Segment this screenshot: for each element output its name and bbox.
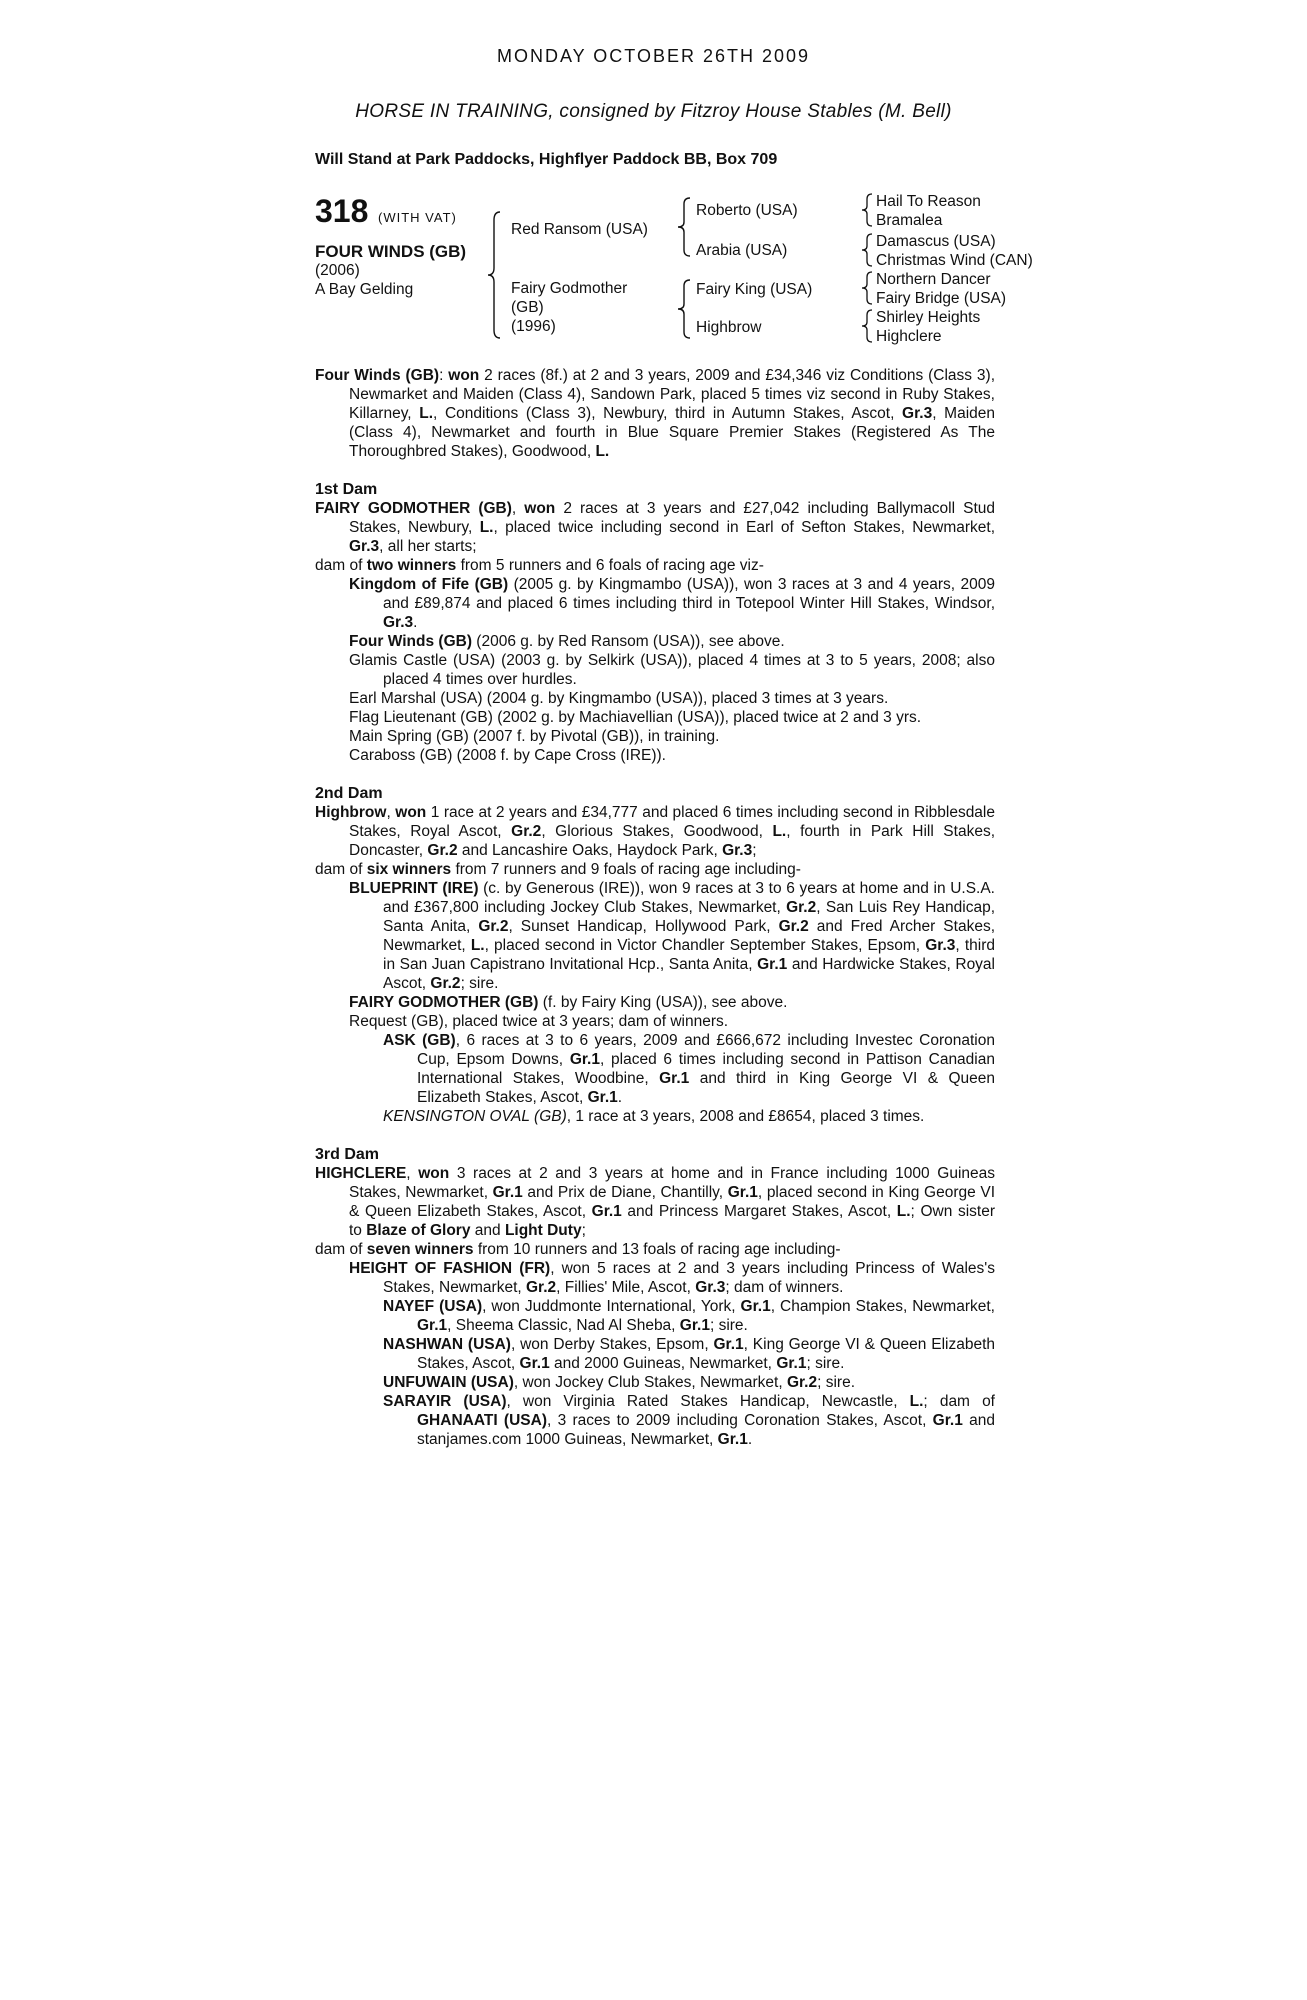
t: ; dam of winners. [725, 1279, 844, 1296]
t: , Sheema Classic, Nad Al Sheba, [447, 1317, 680, 1334]
horse-description: A Bay Gelding [315, 281, 414, 298]
produce-name: GHANAATI (USA) [417, 1412, 547, 1429]
g: Gr.2 [778, 918, 809, 935]
pedigree-dsd: Fairy Bridge (USA) [876, 290, 1007, 307]
produce-item: Earl Marshal (USA) (2004 g. by Kingmambo (USA)), placed 3 times at 3 years. [349, 690, 889, 707]
produce-grade: Gr.3 [383, 614, 414, 631]
pedigree-dss: Northern Dancer [876, 271, 991, 288]
produce-item [315, 632, 995, 651]
third-dam-heading: 3rd Dam [315, 1146, 380, 1163]
t: , King George VI & Queen Elizabeth Stakes, Ascot, [417, 1336, 995, 1372]
g: Gr.3 [722, 842, 753, 859]
produce-item [315, 1107, 995, 1126]
first-dam-section: 1st Dam FAIRY GODMOTHER (GB), won 2 races at 3 years and £27,042 including Ballymacoll Stud Stakes, Newbury, L., placed twice including second in Earl of Sefton Stakes, Newmarket, Gr.3, all her starts; dam of two winners from 5 runners and 6 foals of racing age viz- Kingdom of Fife (GB) (2005 g. by Kingmambo (USA)), won 3 races at 3 and 4 years, 2009 and £89,874 and placed 6 times including third in Totepool Winter Hill Stakes, Windsor, Gr.3. Four Winds (GB) (2006 g. by Red Ransom (USA)), see above. Glamis Castle (USA) (2003 g. by Selkirk (USA)), placed 4 times at 3 to 5 years, 2008; also placed 4 times over hurdles. Earl Marshal (USA) (2004 g. by Kingmambo (USA)), placed 3 times at 3 years. Flag Lieutenant (GB) (2002 g. by Machiavellian (USA)), placed twice at 2 and 3 yrs. Main Spring (GB) (2007 f. by Pivotal (GB)), in training. Caraboss (GB) (2008 f. by Cape Cross (IRE)). [315, 481, 995, 764]
t: , Fillies' Mile, Ascot, [556, 1279, 696, 1296]
g: Gr.2 [511, 823, 542, 840]
second-dam-won: won [395, 804, 427, 821]
stand-location: Will Stand at Park Paddocks, Highflyer Paddock BB, Box 709 [315, 151, 778, 168]
lot-number: 318 [315, 193, 369, 229]
produce-name: KENSINGTON OVAL (GB) [383, 1108, 567, 1125]
t: , won 5 races at 2 and 3 years including Princess of Wales's Stakes, Newmarket, [383, 1260, 995, 1296]
produce-name: Kingdom of Fife (GB) [349, 576, 509, 593]
produce-item [315, 879, 995, 993]
produce-item [315, 1373, 995, 1392]
first-dam-gr3: Gr.3 [349, 538, 380, 555]
t: and stanjames.com 1000 Guineas, Newmarket, [417, 1412, 995, 1448]
g: Gr.1 [492, 1184, 523, 1201]
produce-name: SARAYIR (USA) [383, 1393, 507, 1410]
t: dam of [315, 1241, 367, 1258]
g: Gr.1 [591, 1203, 622, 1220]
g: L. [896, 1203, 911, 1220]
produce-item [315, 1392, 995, 1449]
t: ; dam of [923, 1393, 995, 1410]
t: 1 race at 2 years and £34,777 and placed 6 times including second in Ribblesdale Stakes, Royal Ascot, [349, 804, 995, 840]
g: Gr.3 [925, 937, 956, 954]
g: Gr.1 [417, 1317, 448, 1334]
t: and [470, 1222, 505, 1239]
t: ; [752, 842, 757, 859]
t: , San Luis Rey Handicap, Santa Anita, [383, 899, 996, 935]
pedigree-brace-main [486, 210, 506, 340]
pedigree-dam: Fairy Godmother [511, 280, 628, 297]
produce-name: NAYEF (USA) [383, 1298, 483, 1315]
first-dam-text-c: , all her starts; [379, 538, 477, 555]
t: , Glorious Stakes, Goodwood, [541, 823, 773, 840]
pedigree-sire-dam: Arabia (USA) [696, 242, 788, 259]
g: L. [470, 937, 485, 954]
second-dam-heading: 2nd Dam [315, 785, 383, 802]
produce-item [315, 1297, 995, 1335]
third-dam-section: 3rd Dam HIGHCLERE, won 3 races at 2 and 3 years at home and in France including 1000 Guineas Stakes, Newmarket, Gr.1 and Prix de Diane, Chantilly, Gr.1, placed second in King George VI & Queen Elizabeth Stakes, Ascot, Gr.1 and Princess Margaret Stakes, Ascot, L.; Own sister to Blaze of Glory and Light Duty; dam of seven winners from 10 runners and 13 foals of racing age including- HEIGHT OF FASHION (FR), won 5 races at 2 and 3 years including Princess of Wales's Stakes, Newmarket, Gr.2, Fillies' Mile, Ascot, Gr.3; dam of winners. NAYEF (USA), won Juddmonte International, York, Gr.1, Champion Stakes, Newmarket, Gr.1, Sheema Classic, Nad Al Sheba, Gr.1; sire. NASHWAN (USA), won Derby Stakes, Epsom, Gr.1, King George VI & Queen Elizabeth Stakes, Ascot, Gr.1 and 2000 Guineas, Newmarket, Gr.1; sire. UNFUWAIN (USA), won Jockey Club Stakes, Newmarket, Gr.2; sire. SARAYIR (USA), won Virginia Rated Stakes Handicap, Newcastle, L.; dam of GHANAATI (USA), 3 races to 2009 including Coronation Stakes, Ascot, Gr.1 and stanjames.com 1000 Guineas, Newmarket, Gr.1. [315, 1146, 995, 1448]
t: from 10 runners and 13 foals of racing age including- [473, 1241, 841, 1258]
t: and third in King George VI & Queen Elizabeth Stakes, Ascot, [417, 1070, 995, 1106]
produce-name: Four Winds (GB) [349, 633, 472, 650]
pedigree-dam-country: (GB) [511, 299, 544, 316]
g: Gr.1 [679, 1317, 710, 1334]
damof-c: from 5 runners and 6 foals of racing age viz- [456, 557, 764, 574]
consignment-line: HORSE IN TRAINING, consigned by Fitzroy House Stables (M. Bell) [355, 101, 952, 122]
g: Gr.2 [478, 918, 509, 935]
summary-gr3: Gr.3 [902, 405, 933, 422]
t: and 2000 Guineas, Newmarket, [549, 1355, 777, 1372]
t: , placed second in Victor Chandler September Stakes, Epsom, [484, 937, 926, 954]
t: , won Virginia Rated Stakes Handicap, Newcastle, [506, 1393, 910, 1410]
g: Gr.1 [757, 956, 788, 973]
produce-text: (2006 g. by Red Ransom (USA)), see above. [471, 633, 785, 650]
g: Gr.1 [519, 1355, 550, 1372]
vat-note: (WITH VAT) [378, 210, 457, 225]
t: , 3 races to 2009 including Coronation Stakes, Ascot, [546, 1412, 933, 1429]
produce-name: HEIGHT OF FASHION (FR) [349, 1260, 551, 1277]
produce-item: Glamis Castle (USA) (2003 g. by Selkirk (USA)), placed 4 times at 3 to 5 years, 2008; also placed 4 times over hurdles. [349, 652, 995, 688]
pedigree-sire: Red Ransom (USA) [511, 221, 648, 238]
t: and Prix de Diane, Chantilly, [522, 1184, 728, 1201]
produce-item: Request (GB), placed twice at 3 years; dam of winners. [349, 1013, 729, 1030]
produce-name: ASK (GB) [383, 1032, 456, 1049]
pedigree-dam-sire: Fairy King (USA) [696, 281, 813, 298]
t: . [617, 1089, 623, 1106]
produce-item: Kingdom of Fife (GB) (2005 g. by Kingmambo (USA)), won 3 races at 3 and 4 years, 2009 and £89,874 and placed 6 times including third in Totepool Winter Hill Stakes, Windsor, Gr.3. [349, 576, 995, 631]
first-dam-produce-summary [315, 556, 995, 575]
third-dam-won: won [418, 1165, 450, 1182]
t: and Hardwicke Stakes, Royal Ascot, [383, 956, 995, 992]
g: L. [909, 1393, 924, 1410]
second-dam-section: 2nd Dam Highbrow, won 1 race at 2 years and £34,777 and placed 6 times including second in Ribblesdale Stakes, Royal Ascot, Gr.2, Glorious Stakes, Goodwood, L., fourth in Park Hill Stakes, Doncaster, Gr.2 and Lancashire Oaks, Haydock Park, Gr.3; dam of six winners from 7 runners and 9 foals of racing age including- BLUEPRINT (IRE) (c. by Generous (IRE)), won 9 races at 3 to 6 years at home and in U.S.A. and £367,800 including Jockey Club Stakes, Newmarket, Gr.2, San Luis Rey Handicap, Santa Anita, Gr.2, Sunset Handicap, Hollywood Park, Gr.2 and Fred Archer Stakes, Newmarket, L., placed second in Victor Chandler September Stakes, Epsom, Gr.3, third in San Juan Capistrano Invitational Hcp., Santa Anita, Gr.1 and Hardwicke Stakes, Royal Ascot, Gr.2; sire. FAIRY GODMOTHER (GB) (f. by Fairy King (USA)), see above. Request (GB), placed twice at 3 years; dam of winners. ASK (GB), 6 races at 3 to 6 years, 2009 and £666,672 including Investec Coronation Cup, Epsom Downs, Gr.1, placed 6 times including second in Pattison Canadian International Stakes, Woodbine, Gr.1 and third in King George VI & Queen Elizabeth Stakes, Ascot, Gr.1. KENSINGTON OVAL (GB), 1 race at 3 years, 2008 and £8654, placed 3 times. [315, 785, 996, 1125]
t: and Fred Archer Stakes, Newmarket, [383, 918, 996, 954]
summary-listed-1: L. [419, 405, 434, 422]
pedigree-sss: Hail To Reason [876, 193, 981, 210]
first-dam-text-a: 2 races at 3 years and £27,042 including Ballymacoll Stud Stakes, Newbury, [349, 500, 995, 536]
summary-text-a: 2 races (8f.) at 2 and 3 years, 2009 and £34,346 viz Conditions (Class 3), Newmarket and Maiden (Class 4), Sandown Park, placed 5 times viz second in Ruby Stakes, Killarney, [349, 367, 995, 422]
second-dam-name: Highbrow [315, 804, 387, 821]
g: Gr.2 [430, 975, 461, 992]
g: Gr.3 [695, 1279, 726, 1296]
t: , won Derby Stakes, Epsom, [510, 1336, 714, 1353]
t: , 1 race at 3 years, 2008 and £8654, placed 3 times. [566, 1108, 925, 1125]
t: , won Juddmonte International, York, [482, 1298, 741, 1315]
produce-item [315, 1031, 995, 1107]
produce-name: NASHWAN (USA) [383, 1336, 511, 1353]
t: , 6 races at 3 to 6 years, 2009 and £666,672 including Investec Coronation Cup, Epsom Downs, [417, 1032, 995, 1068]
horse-name: FOUR WINDS (GB) [315, 242, 467, 261]
t: and Lancashire Oaks, Haydock Park, [457, 842, 723, 859]
g: Gr.1 [740, 1298, 771, 1315]
g: Light Duty [504, 1222, 582, 1239]
produce-item [315, 993, 995, 1012]
t: ; sire. [817, 1374, 856, 1391]
pedigree-brace-dd [860, 308, 874, 344]
t: , fourth in Park Hill Stakes, Doncaster, [349, 823, 995, 859]
g: Gr.2 [526, 1279, 557, 1296]
pedigree-dam-dam: Highbrow [696, 319, 762, 336]
foaling-year: (2006) [315, 262, 360, 279]
t: , Sunset Handicap, Hollywood Park, [508, 918, 779, 935]
t: , placed second in King George VI & Queen Elizabeth Stakes, Ascot, [349, 1184, 995, 1220]
first-dam-name: FAIRY GODMOTHER (GB) [315, 500, 512, 517]
t: from 7 runners and 9 foals of racing age including- [451, 861, 801, 878]
produce-name: UNFUWAIN (USA) [383, 1374, 514, 1391]
pedigree-dam-year: (1996) [511, 318, 556, 335]
damof-a: dam of [315, 557, 367, 574]
pedigree-sds: Damascus (USA) [876, 233, 996, 250]
summary-text-b: , Conditions (Class 3), Newbury, third in Autumn Stakes, Ascot, [433, 405, 903, 422]
t: . [747, 1431, 753, 1448]
t: ; sire. [460, 975, 499, 992]
t: (f. by Fairy King (USA)), see above. [538, 994, 788, 1011]
pedigree-ddd: Highclere [876, 328, 942, 345]
third-dam-name: HIGHCLERE [315, 1165, 407, 1182]
g: Gr.1 [713, 1336, 744, 1353]
race-record: Four Winds (GB): won 2 races (8f.) at 2 and 3 years, 2009 and £34,346 viz Conditions (Class 3), Newmarket and Maiden (Class 4), Sandown Park, placed 5 times viz second in Ruby Stakes, Killarney, L., Conditions (Class 3), Newbury, third in Autumn Stakes, Ascot, Gr.3, Maiden (Class 4), Newmarket and fourth in Blue Square Premier Stakes (Registered As The Thoroughbred Stakes), Goodwood, L. [315, 367, 996, 460]
produce-text: (2005 g. by Kingmambo (USA)), won 3 races at 3 and 4 years, 2009 and £89,874 and placed 6 times including third in Totepool Winter Hill Stakes, Windsor, [383, 576, 995, 612]
t: (c. by Generous (IRE)), won 9 races at 3 to 6 years at home and in U.S.A. and £367,800 including Jockey Club Stakes, Newmarket, [383, 880, 995, 916]
pedigree-brace-ss [860, 192, 874, 228]
pedigree-ssd: Bramalea [876, 212, 943, 229]
t: ; sire. [806, 1355, 845, 1372]
t: ; sire. [709, 1317, 748, 1334]
g: Gr.1 [569, 1051, 600, 1068]
g: Gr.1 [717, 1431, 748, 1448]
sale-date: MONDAY OCTOBER 26TH 2009 [496, 46, 811, 66]
produce-item [315, 1259, 995, 1297]
first-dam-won: won [524, 500, 556, 517]
g: Gr.1 [587, 1089, 618, 1106]
summary-text-c: , Maiden (Class 4), Newmarket and fourth in Blue Square Premier Stakes (Registered As The Thoroughbred Stakes), Goodwood, [349, 405, 996, 460]
damof-b: two winners [366, 557, 457, 574]
t: , third in San Juan Capistrano Invitational Hcp., Santa Anita, [383, 937, 995, 973]
produce-item [315, 1335, 995, 1373]
t: six winners [366, 861, 452, 878]
t: dam of [315, 861, 367, 878]
g: Gr.1 [932, 1412, 963, 1429]
t: , Champion Stakes, Newmarket, [770, 1298, 995, 1315]
third-dam-produce-summary [315, 1240, 995, 1259]
pedigree-brace-sire [676, 196, 694, 258]
g: Gr.2 [786, 1374, 818, 1391]
produce-item: Caraboss (GB) (2008 f. by Cape Cross (IRE)). [349, 747, 666, 764]
summary-listed-2: L. [595, 443, 610, 460]
first-dam-listed: L. [479, 519, 494, 536]
g: Blaze of Glory [366, 1222, 471, 1239]
second-dam-produce-summary [315, 860, 995, 879]
summary-won: won [448, 367, 480, 384]
pedigree-sire-sire: Roberto (USA) [696, 202, 798, 219]
t: , placed 6 times including second in Pattison Canadian International Stakes, Woodbine, [417, 1051, 995, 1087]
g: L. [772, 823, 787, 840]
summary-horse-name: Four Winds (GB) [315, 367, 440, 384]
produce-name: FAIRY GODMOTHER (GB) [349, 994, 539, 1011]
g: Gr.1 [659, 1070, 690, 1087]
produce-item: Flag Lieutenant (GB) (2002 g. by Machiavellian (USA)), placed twice at 2 and 3 yrs. [349, 709, 922, 726]
t: ; Own sister to [349, 1203, 995, 1239]
pedigree-brace-ds [860, 270, 874, 306]
t: , won Jockey Club Stakes, Newmarket, [513, 1374, 787, 1391]
g: Gr.2 [427, 842, 458, 859]
produce-name: BLUEPRINT (IRE) [349, 880, 479, 897]
g: Gr.1 [776, 1355, 807, 1372]
produce-item: Main Spring (GB) (2007 f. by Pivotal (GB)), in training. [349, 728, 720, 745]
pedigree-brace-dam [676, 278, 694, 340]
pedigree-sdd: Christmas Wind (CAN) [876, 252, 1033, 269]
first-dam-text-b: , placed twice including second in Earl of Sefton Stakes, Newmarket, [493, 519, 995, 536]
pedigree-dds: Shirley Heights [876, 309, 981, 326]
t: ; [581, 1222, 586, 1239]
g: Gr.1 [727, 1184, 758, 1201]
g: Gr.2 [786, 899, 817, 916]
t: and Princess Margaret Stakes, Ascot, [621, 1203, 897, 1220]
first-dam-heading: 1st Dam [315, 481, 378, 498]
t: seven winners [366, 1241, 474, 1258]
t: 3 races at 2 and 3 years at home and in France including 1000 Guineas Stakes, Newmarket, [349, 1165, 995, 1201]
pedigree-brace-sd [860, 232, 874, 268]
